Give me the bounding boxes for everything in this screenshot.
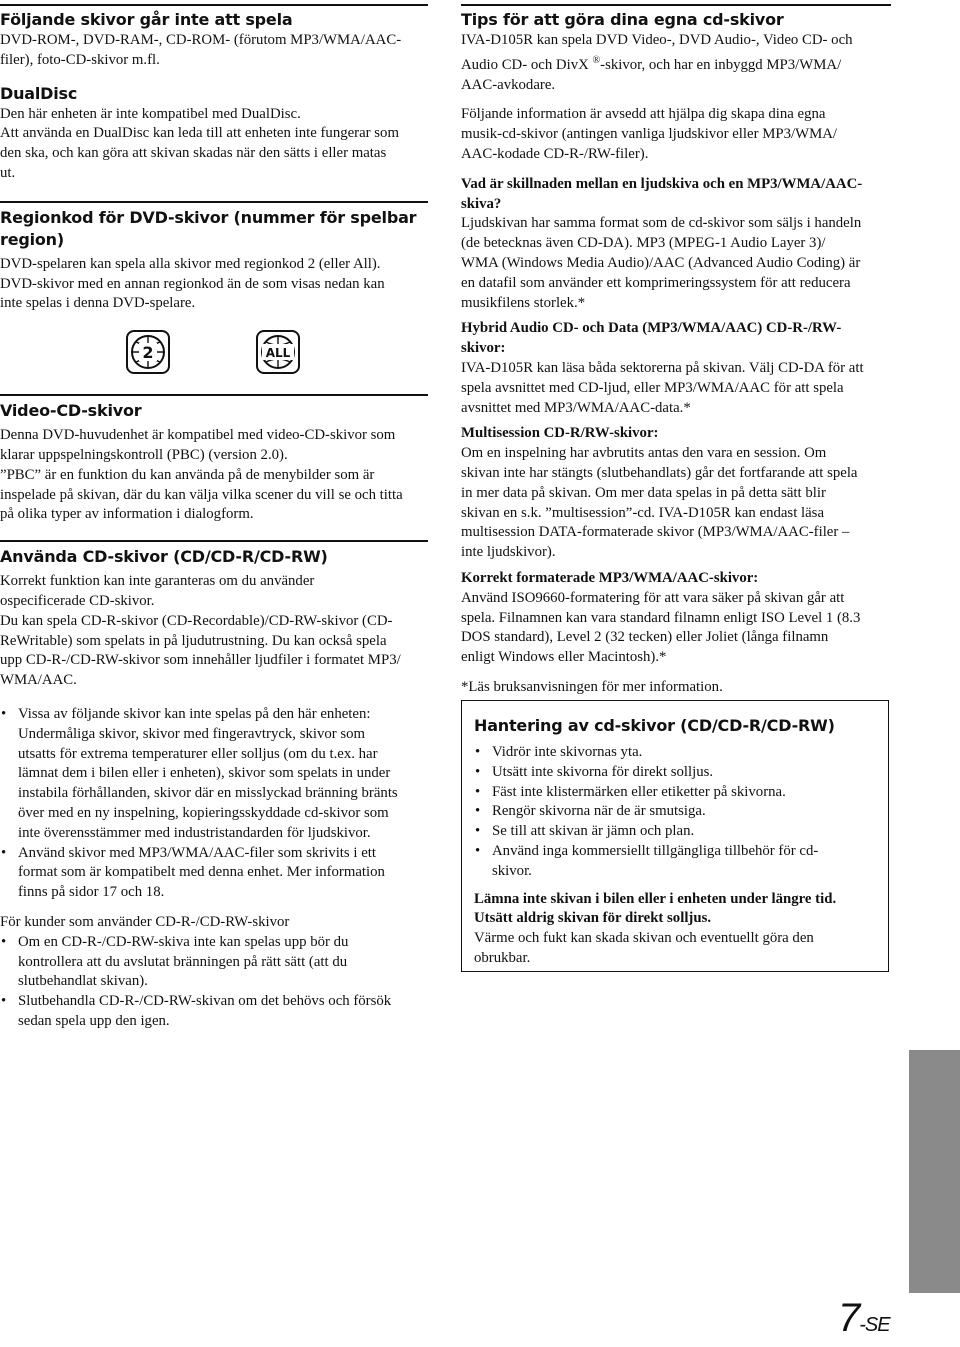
- section-rule: [461, 4, 891, 6]
- handling-heading: Hantering av cd-skivor (CD/CD-R/CD-RW): [474, 716, 835, 735]
- side-tab: [909, 1050, 960, 1293]
- bullet-item: • Fäst inte klistermärken eller etiketter på skivorna.: [474, 783, 876, 803]
- right-column: [461, 0, 891, 698]
- unsupported-text: DVD-ROM-, DVD-RAM-, CD-ROM- (förutom MP3/WMA/AAC- filer), foto-CD-skivor m.fl.: [0, 32, 402, 68]
- bullet-item: • Vissa av följande skivor kan inte spelas på den här enheten: Undermåliga skivor, skivor med fingeravtryck, skivor som utsatts för extrema temperaturer eller solljus (om du t.ex. har lämnat dem i bilen eller i enheten), skivor som spelats in under instabila förhållanden, skivor där en misslyckad bränning bränts över med en ny inspelning, kopieringsskyddade cd-skivor som inte överensstämmer med industristandarden för ljudskivor.: [0, 705, 428, 844]
- bullet-item: • Om en CD-R-/CD-RW-skiva inte kan spelas upp bör du kontrollera att du avslutat bränningen på rätt sätt (att du slutbehandlat skivan).: [0, 933, 428, 992]
- cdr-bullets: [0, 933, 428, 1032]
- tips-heading: Tips för att göra dina egna cd-skivor: [461, 10, 784, 29]
- left-column: [0, 0, 428, 1032]
- q3-text: Om en inspelning har avbrutits antas den vara en session. Om skivan inte har stängts (slutbehandlats) går det fortfarande att spela in mer data på skivan. Om mer data spelas in på detta sätt blir skivan en s.k. ”multisession”-cd. IVA-D105R kan endast läsa multisession DATA-formaterade skivor (MP3/WMA/AAC-filer – inte ljudskivor).: [461, 445, 858, 561]
- bullet-item: • Slutbehandla CD-R-/CD-RW-skivan om det behövs och försök sedan spela upp den igen.: [0, 992, 428, 1032]
- bullet-item: • Använd skivor med MP3/WMA/AAC-filer som skrivits i ett format som är kompatibelt med denna enhet. Mer information finns på sidor 17 och 18.: [0, 844, 428, 903]
- page-number: [838, 1296, 890, 1347]
- q4-text: Använd ISO9660-formatering för att vara säker på skivan går att spela. Filnamnen kan vara standard filnamn enligt ISO Level 1 (8.3 DOS standard), Level 2 (32 tecken) eller Joliet (långa filnamn enligt Windows eller Macintosh).*: [461, 589, 861, 666]
- cdr-intro: För kunder som använder CD-R-/CD-RW-skivor: [0, 913, 290, 930]
- bullet-item: • Vidrör inte skivornas yta.: [474, 743, 876, 763]
- section-rule: [0, 201, 428, 203]
- q4-heading: Korrekt formaterade MP3/WMA/AAC-skivor:: [461, 569, 759, 586]
- handling-note: Värme och fukt kan skada skivan och eventuellt göra den obrukbar.: [474, 930, 814, 966]
- bullet-item: • Se till att skivan är jämn och plan.: [474, 822, 876, 842]
- vcd-text: Denna DVD-huvudenhet är kompatibel med video-CD-skivor som klarar uppspelningskontroll (PBC) (version 2.0). ”PBC” är en funktion du kan använda på de menybilder som är inspelade på skivan, där du kan välja vilka scener du vill se och titta på olika typer av information i dialogform.: [0, 427, 403, 523]
- bullet-item: • Använd inga kommersiellt tillgängliga tillbehör för cd- skivor.: [474, 842, 876, 882]
- q1-heading: Vad är skillnaden mellan en ljudskiva och en MP3/WMA/AAC- skiva?: [461, 175, 863, 212]
- tips-info: Följande information är avsedd att hjälpa dig skapa dina egna musik-cd-skivor (antingen vanliga ljudskivor eller MP3/WMA/ AAC-kodade CD-R-/RW-filer).: [461, 106, 838, 162]
- region-icon-label: 2: [142, 343, 154, 363]
- region-text: DVD-spelaren kan spela alla skivor med regionkod 2 (eller All). DVD-skivor med en annan regionkod än de som visas nedan kan inte spelas i denna DVD-spelare.: [0, 255, 385, 312]
- bullet-item: • Rengör skivorna när de är smutsiga.: [474, 802, 876, 822]
- handling-bullets: [474, 743, 876, 882]
- q2-heading: Hybrid Audio CD- och Data (MP3/WMA/AAC) CD-R-/RW- skivor:: [461, 320, 842, 357]
- q2-text: IVA-D105R kan läsa båda sektorerna på skivan. Välj CD-DA för att spela avsnittet med CD-ljud, eller MP3/WMA/AAC för att spela avsnittet med MP3/WMA/AAC-data.*: [461, 359, 864, 416]
- q1-text: Ljudskivan har samma format som de cd-skivor som säljs i handeln (de betecknas även CD-DA). MP3 (MPEG-1 Audio Layer 3)/ WMA (Windows Media Audio)/AAC (Advanced Audio Coding) är en datafil som använder ett komprimeringssystem för att reducera musikfilens storlek.*: [461, 215, 862, 311]
- vcd-heading: Video-CD-skivor: [0, 401, 142, 421]
- dualdisc-text: Den här enheten är inte kompatibel med DualDisc. Att använda en DualDisc kan leda till att enheten inte fungerar som den ska, och kan göra att skivan skadas när den sätts i eller matas ut.: [0, 105, 399, 181]
- page-number-suffix: -SE: [859, 1314, 890, 1336]
- section-rule: [0, 540, 428, 542]
- region-heading: Regionkod för DVD-skivor (nummer för spelbar region): [0, 207, 417, 249]
- handling-box: [461, 700, 889, 972]
- region-icons: [0, 314, 428, 380]
- region-all-icon: [256, 330, 300, 374]
- tips-intro-line: Audio CD- och DivX: [461, 56, 589, 73]
- tips-intro-line: AAC-avkodare.: [461, 76, 556, 93]
- footnote: *Läs bruksanvisningen för mer information.: [461, 678, 723, 695]
- page-number-value: 7: [838, 1296, 860, 1340]
- cd-text: Korrekt funktion kan inte garanteras om du använder ospecificerade CD-skivor. Du kan spela CD-R-skivor (CD-Recordable)/CD-RW-skivor (CD- ReWritable) som spelats in på ljudutrustning. Du kan också spela upp CD-R-/CD-RW-skivor som innehåller ljudfiler i formatet MP3/ WMA/AAC.: [0, 573, 401, 689]
- region-2-icon: [126, 330, 170, 374]
- region-icon-label: ALL: [265, 346, 291, 361]
- section-rule: [0, 394, 428, 396]
- unsupported-heading: Följande skivor går inte att spela: [0, 10, 293, 29]
- q3-heading: Multisession CD-R/RW-skivor:: [461, 425, 659, 442]
- cd-heading: Använda CD-skivor (CD/CD-R/CD-RW): [0, 547, 328, 567]
- tips-intro-line: -skivor, och har en inbyggd MP3/WMA/: [600, 56, 842, 73]
- section-rule: [0, 4, 428, 6]
- bullet-item: • Utsätt inte skivorna för direkt solljus.: [474, 763, 876, 783]
- tips-intro: [461, 31, 891, 95]
- tips-intro-line: IVA-D105R kan spela DVD Video-, DVD Audio-, Video CD- och: [461, 32, 853, 48]
- handling-warning: Lämna inte skivan i bilen eller i enheten under längre tid. Utsätt aldrig skivan för direkt solljus.: [474, 890, 837, 927]
- registered-mark: ®: [592, 54, 601, 66]
- cd-bullets: [0, 705, 428, 903]
- dualdisc-heading: DualDisc: [0, 83, 78, 103]
